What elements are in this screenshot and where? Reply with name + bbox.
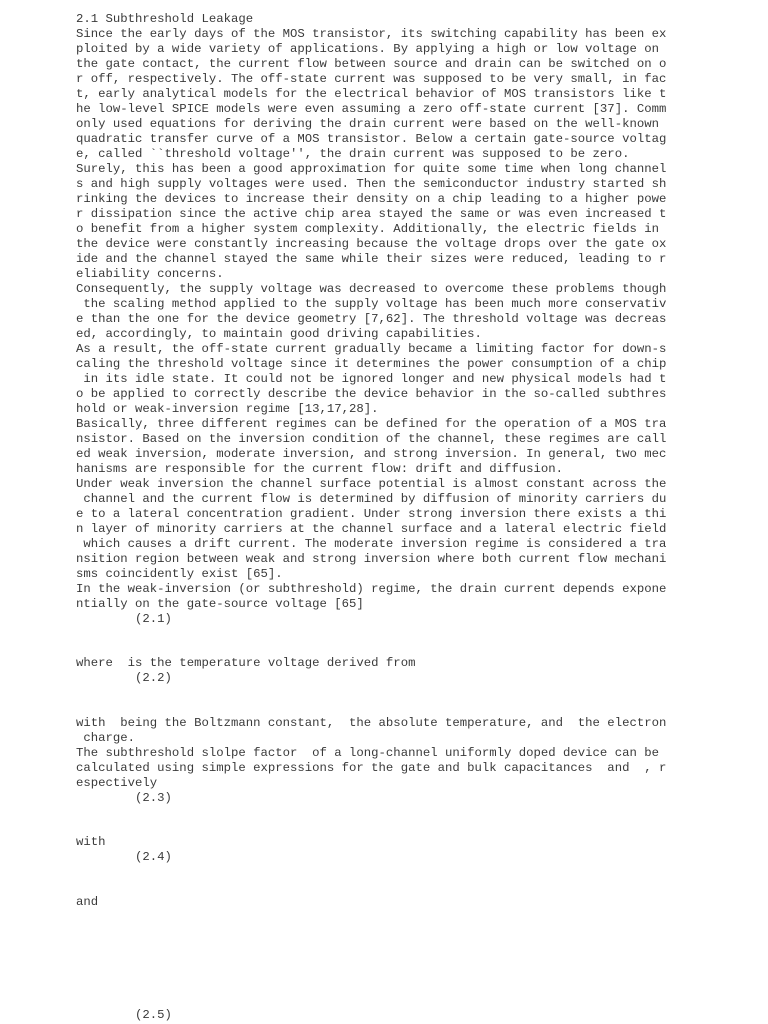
text-line: e than the one for the device geometry [7,62]. The threshold voltage was decreas xyxy=(76,312,667,326)
text-line: where is the temperature voltage derived from xyxy=(76,656,416,670)
text-line: ntially on the gate-source voltage [65] xyxy=(76,597,364,611)
equation-number: (2.1) xyxy=(76,612,172,626)
text-line: Surely, this has been a good approximation for quite some time when long channel xyxy=(76,162,667,176)
text-line: s and high supply voltages were used. Then the semiconductor industry started sh xyxy=(76,177,667,191)
text-line: quadratic transfer curve of a MOS transistor. Below a certain gate-source voltag xyxy=(76,132,667,146)
text-line: sms coincidently exist [65]. xyxy=(76,567,283,581)
text-line: o benefit from a higher system complexity. Additionally, the electric fields in xyxy=(76,222,659,236)
text-line: calculated using simple expressions for the gate and bulk capacitances and , r xyxy=(76,761,667,775)
text-line: caling the threshold voltage since it determines the power consumption of a chip xyxy=(76,357,667,371)
text-line: nsition region between weak and strong inversion where both current flow mechani xyxy=(76,552,667,566)
equation-number: (2.5) xyxy=(76,1008,172,1022)
text-line: The subthreshold slolpe factor of a long-channel uniformly doped device can be xyxy=(76,746,659,760)
text-line: rinking the devices to increase their density on a chip leading to a higher powe xyxy=(76,192,667,206)
text-line: the gate contact, the current flow between source and drain can be switched on o xyxy=(76,57,667,71)
text-line: only used equations for deriving the drain current were based on the well-known xyxy=(76,117,659,131)
text-line: espectively xyxy=(76,776,158,790)
text-line: and xyxy=(76,895,99,909)
text-line: hanisms are responsible for the current flow: drift and diffusion. xyxy=(76,462,564,476)
text-line: hold or weak-inversion regime [13,17,28]. xyxy=(76,402,379,416)
text-line: Under weak inversion the channel surface potential is almost constant across the xyxy=(76,477,667,491)
text-line: ed weak inversion, moderate inversion, and strong inversion. In general, two mec xyxy=(76,447,667,461)
text-line: t, early analytical models for the electrical behavior of MOS transistors like t xyxy=(76,87,667,101)
text-line: o be applied to correctly describe the device behavior in the so-called subthres xyxy=(76,387,667,401)
text-line: ploited by a wide variety of applications. By applying a high or low voltage on xyxy=(76,42,659,56)
text-line: ed, accordingly, to maintain good driving capabilities. xyxy=(76,327,482,341)
text-line: r dissipation since the active chip area stayed the same or was even increased t xyxy=(76,207,667,221)
text-line: Basically, three different regimes can be defined for the operation of a MOS tra xyxy=(76,417,667,431)
section-heading: 2.1 Subthreshold Leakage xyxy=(76,12,254,26)
text-line: with being the Boltzmann constant, the absolute temperature, and the electron xyxy=(76,716,667,730)
equation-number: (2.3) xyxy=(76,791,172,805)
text-line: the scaling method applied to the supply voltage has been much more conservativ xyxy=(76,297,667,311)
text-line: channel and the current flow is determined by diffusion of minority carriers du xyxy=(76,492,667,506)
text-line: which causes a drift current. The moderate inversion regime is considered a tra xyxy=(76,537,667,551)
text-line: e to a lateral concentration gradient. Under strong inversion there exists a thi xyxy=(76,507,667,521)
text-line: the device were constantly increasing because the voltage drops over the gate ox xyxy=(76,237,667,251)
equation-number: (2.2) xyxy=(76,671,172,685)
text-line: n layer of minority carriers at the channel surface and a lateral electric field xyxy=(76,522,667,536)
text-line: charge. xyxy=(76,731,136,745)
text-line: eliability concerns. xyxy=(76,267,224,281)
text-line: nsistor. Based on the inversion condition of the channel, these regimes are call xyxy=(76,432,667,446)
text-line: he low-level SPICE models were even assuming a zero off-state current [37]. Comm xyxy=(76,102,667,116)
text-line: r off, respectively. The off-state current was supposed to be very small, in fac xyxy=(76,72,667,86)
text-line: with xyxy=(76,835,106,849)
text-line: ide and the channel stayed the same while their sizes were reduced, leading to r xyxy=(76,252,667,266)
text-line: in its idle state. It could not be ignored longer and new physical models had t xyxy=(76,372,667,386)
text-line: e, called ``threshold voltage'', the drain current was supposed to be zero. xyxy=(76,147,630,161)
text-line: Consequently, the supply voltage was decreased to overcome these problems though xyxy=(76,282,667,296)
text-line: Since the early days of the MOS transistor, its switching capability has been ex xyxy=(76,27,667,41)
text-line: In the weak-inversion (or subthreshold) regime, the drain current depends expone xyxy=(76,582,667,596)
text-line: As a result, the off-state current gradually became a limiting factor for down-s xyxy=(76,342,667,356)
equation-number: (2.4) xyxy=(76,850,172,864)
